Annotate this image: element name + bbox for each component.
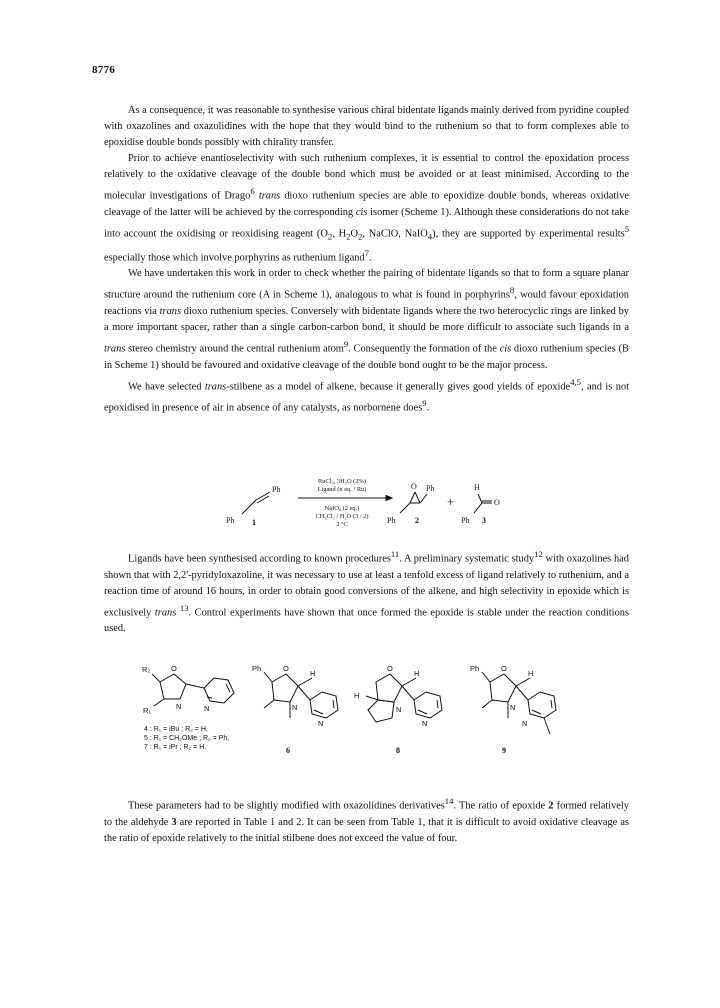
plus-sign: + [447, 494, 455, 509]
aldehyde-o: O [494, 498, 500, 507]
lig8-h-right: H [414, 669, 420, 678]
epoxide-ph-bottom: Ph [387, 516, 396, 525]
legend-5: 5 : R₁ = CH₂OMe ; R₂ = Ph, [144, 735, 230, 742]
lig9-h: H [528, 669, 534, 678]
condition-oxidant: NaIO₄ (2 eq.) [324, 505, 360, 512]
lig4-o: O [171, 664, 177, 673]
paragraph-2: Prior to achieve enantioselectivity with such ruthenium complexes, it is essential to control the epoxidation process relatively to the oxidative cleavage of the double bond which must be avoided or at least minimised. According to the molecular investigations of Drago$^6$ trans dioxo ruthenium species are able to epoxidize double bonds, whereas oxidative cleavage of the latter will be achieved by the corresponding cis isomer (Scheme 1). Although these considerations do not take into account the oxidising or reoxidising reagent ($O_2$, $H_2O_2$, NaClO, NaIO$_4$), they are supported by experimental results$^5$ especially those which involve porphyrins as ruthenium ligand$^7$. [104, 153, 630, 264]
body-text-middle [104, 546, 629, 637]
compound-label-6: 6 [286, 746, 290, 755]
stilbene-ph-bottom: Ph [226, 516, 235, 525]
lig9-o: O [501, 664, 507, 673]
lig8-n: N [396, 705, 402, 714]
epoxide-structure [400, 492, 427, 513]
condition-solvent: CH₂Cl₂ / H₂O (3 / 2) [315, 513, 369, 520]
page-number: 8776 [92, 64, 116, 76]
ligand-8-structure [366, 674, 442, 722]
ligand-scheme [140, 660, 580, 765]
paragraph-6: These parameters had to be slightly modified with oxazolidines derivatives$^{14}$. The ratio of epoxide 2 formed relatively to the aldehyde 3 are reported in Table 1 and 2. It can be seen from Table 1, that it is difficult to avoid oxidative cleavage as the ratio of epoxide relatively to the initial stilbene does not exceed the value of four. [104, 796, 629, 844]
paragraph-1: As a consequence, it was reasonable to synthesise various chiral bidentate ligands mainly derived from pyridine coupled with oxazolines and oxazolidines with the hope that they would bind to the ruthenium so that to form complexes able to epoxidise double bonds possibly with chirality transfer. [104, 105, 629, 149]
ligand-9-structure [482, 672, 556, 734]
legend-4: 4 : R₁ = iBu ; R₂ = H, [144, 726, 208, 733]
epoxide-o: O [411, 482, 417, 491]
lig6-h: H [310, 669, 316, 678]
ligand-6-structure [264, 672, 338, 718]
reaction-scheme [220, 470, 530, 540]
lig6-pyridine-n: N [318, 719, 324, 728]
paragraph-3: We have undertaken this work in order to check whether the pairing of bidentate ligands so that to form a square planar structure around the ruthenium core (A in Scheme 1), analogous to what is found in porphyrins$^8$, would favour epoxidation reactions via trans dioxo ruthenium species. Conversely with bidentate ligands where the two heterocyclic rings are linked by a more important spacer, rather than a single carbon-carbon bond, it should be more difficult to associate such ligands in a trans stereo chemistry around the central ruthenium atom$^9$. Consequently the formation of the cis dioxo ruthenium species (B in Scheme 1) should be favoured and oxidative cleavage of the double bond ought to be the major process. [104, 268, 629, 371]
lig4-r1: R₁ [143, 706, 151, 715]
lig4-pyridine-n: N [204, 704, 210, 713]
compound-label-3: 3 [482, 516, 486, 525]
legend-7: 7 : R₁ = iPr ; R₂ = H. [144, 744, 207, 751]
lig8-o: O [387, 664, 393, 673]
paragraph-5: Ligands have been synthesised according to known procedures$^{11}$. A preliminary systematic study$^{12}$ with oxazolines had shown that with 2,2'-pyridyloxazoline, it was necessary to use at least a tenfold excess of ligand relatively to ruthenium, and a reaction time of around 16 hours, in order to obtain good conversions of the alkene, and high selectivity in epoxide which is exclusively trans $^{13}$. Control experiments have shown that once formed the epoxide is stable under the reaction conditions used. [104, 549, 630, 635]
lig9-n: N [510, 703, 516, 712]
condition-ligand: Ligand (n eq. / Ru) [317, 486, 367, 493]
aldehyde-structure [474, 494, 492, 513]
lig4-n: N [176, 702, 182, 711]
body-text-bottom [104, 793, 629, 847]
lig4-r2: R₂ [142, 665, 151, 674]
body-text-top [104, 103, 629, 417]
reaction-arrow [298, 496, 392, 501]
lig6-n: N [292, 703, 298, 712]
lig9-ph: Ph [470, 664, 480, 673]
lig8-pyridine-n: N [422, 719, 428, 728]
paragraph-4: We have selected trans-stilbene as a model of alkene, because it generally gives good yields of epoxide$^{4,5}$, and is not epoxidised in presence of air in absence of any catalysts, as norbornene does$^9$. [104, 376, 629, 414]
aldehyde-ph: Ph [461, 516, 470, 525]
compound-label-8: 8 [396, 746, 400, 755]
epoxide-ph-top: Ph [426, 484, 435, 493]
lig9-pyridine-n: N [522, 719, 528, 728]
stilbene-structure [242, 492, 270, 514]
compound-label-2: 2 [415, 516, 419, 525]
compound-label-1: 1 [252, 518, 256, 527]
condition-catalyst: RuCl₃, 3H₂O (2%) [318, 478, 366, 485]
lig6-o: O [283, 664, 289, 673]
lig6-ph: Ph [252, 664, 262, 673]
aldehyde-h: H [474, 483, 480, 492]
lig8-h-left: H [354, 691, 360, 700]
compound-label-9: 9 [502, 746, 506, 755]
ligand-oxazoline-structure [152, 674, 234, 706]
stilbene-ph-top: Ph [272, 485, 281, 494]
condition-temperature: 2 °C [336, 521, 348, 528]
